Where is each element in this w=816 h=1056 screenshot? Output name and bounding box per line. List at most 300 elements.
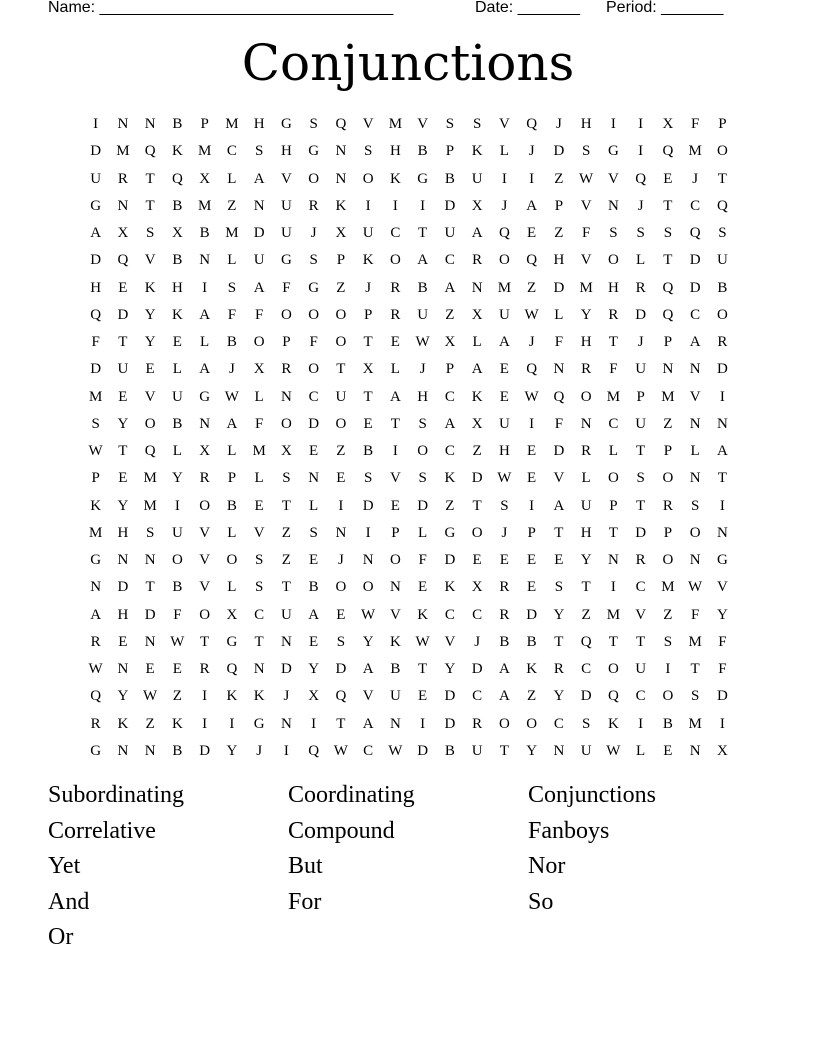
- grid-cell: D: [280, 661, 292, 678]
- grid-cell: A: [444, 279, 456, 296]
- word-bank-item: Correlative: [48, 817, 156, 844]
- grid-row: [82, 275, 736, 302]
- grid-cell: R: [635, 552, 646, 569]
- grid-cell: U: [280, 606, 292, 623]
- grid-cell: Q: [171, 170, 183, 187]
- grid-cell: N: [280, 388, 292, 405]
- grid-cell: L: [172, 361, 182, 378]
- grid-cell: X: [199, 170, 211, 187]
- grid-cell: U: [280, 197, 292, 214]
- grid-cell: Z: [554, 225, 564, 242]
- grid-cell: J: [528, 143, 535, 160]
- grid-cell: T: [118, 334, 128, 351]
- grid-cell: M: [688, 715, 702, 732]
- grid-cell: D: [635, 524, 647, 541]
- grid-row: [82, 220, 736, 247]
- grid-cell: C: [472, 688, 483, 705]
- grid-cell: D: [689, 252, 701, 269]
- grid-cell: O: [308, 361, 320, 378]
- grid-cell: S: [336, 633, 346, 650]
- grid-cell: B: [526, 633, 537, 650]
- grid-cell: W: [143, 688, 158, 705]
- grid-cell: P: [554, 197, 564, 214]
- grid-cell: E: [527, 552, 537, 569]
- grid-cell: V: [280, 170, 292, 187]
- grid-cell: X: [444, 334, 456, 351]
- grid-cell: B: [172, 415, 183, 432]
- grid-cell: N: [199, 252, 211, 269]
- grid-cell: R: [390, 279, 401, 296]
- grid-cell: P: [391, 524, 400, 541]
- grid-cell: O: [607, 252, 619, 269]
- grid-cell: Z: [663, 415, 673, 432]
- grid-cell: G: [716, 552, 728, 569]
- grid-cell: I: [610, 116, 616, 133]
- grid-cell: H: [417, 388, 429, 405]
- grid-cell: L: [227, 252, 237, 269]
- grid-cell: I: [529, 170, 535, 187]
- grid-cell: T: [717, 470, 727, 487]
- grid-cell: O: [362, 170, 374, 187]
- grid-cell: F: [254, 415, 264, 432]
- grid-cell: Q: [635, 170, 647, 187]
- grid-cell: C: [635, 688, 646, 705]
- word-bank-item: For: [288, 888, 322, 915]
- grid-cell: B: [226, 497, 237, 514]
- grid-cell: I: [392, 443, 398, 460]
- grid-cell: R: [581, 361, 592, 378]
- grid-cell: B: [444, 170, 455, 187]
- grid-cell: L: [172, 443, 182, 460]
- grid-cell: Z: [145, 715, 155, 732]
- grid-cell: I: [638, 116, 644, 133]
- grid-cell: N: [144, 742, 156, 759]
- grid-cell: S: [91, 415, 100, 432]
- grid-cell: B: [417, 143, 428, 160]
- grid-cell: O: [716, 143, 728, 160]
- grid-cell: U: [498, 415, 510, 432]
- grid-cell: N: [335, 524, 347, 541]
- grid-cell: R: [553, 661, 564, 678]
- grid-cell: B: [390, 661, 401, 678]
- grid-cell: W: [415, 334, 430, 351]
- grid-cell: K: [90, 497, 102, 514]
- grid-cell: A: [90, 225, 102, 242]
- grid-cell: K: [144, 279, 156, 296]
- grid-cell: Y: [553, 688, 565, 705]
- grid-cell: T: [663, 197, 673, 214]
- grid-cell: R: [581, 443, 592, 460]
- grid-cell: X: [335, 225, 347, 242]
- grid-cell: C: [472, 606, 483, 623]
- grid-cell: Q: [90, 306, 102, 323]
- grid-cell: C: [444, 388, 455, 405]
- grid-cell: J: [310, 225, 317, 242]
- grid-cell: F: [690, 606, 700, 623]
- grid-cell: I: [610, 579, 616, 596]
- grid-cell: N: [117, 661, 129, 678]
- grid-cell: R: [308, 197, 319, 214]
- grid-cell: L: [472, 334, 482, 351]
- grid-cell: M: [225, 116, 239, 133]
- grid-cell: A: [471, 225, 483, 242]
- grid-row: [82, 520, 736, 547]
- grid-cell: Z: [472, 443, 482, 460]
- grid-cell: O: [471, 524, 483, 541]
- grid-cell: P: [282, 334, 291, 351]
- grid-cell: E: [499, 552, 509, 569]
- grid-cell: H: [117, 524, 129, 541]
- grid-cell: M: [688, 633, 702, 650]
- grid-cell: D: [90, 252, 102, 269]
- grid-cell: D: [553, 443, 565, 460]
- grid-cell: Z: [527, 688, 537, 705]
- grid-cell: I: [420, 197, 426, 214]
- grid-cell: X: [662, 116, 674, 133]
- grid-cell: J: [283, 688, 290, 705]
- grid-cell: B: [308, 579, 319, 596]
- grid-cell: T: [663, 252, 673, 269]
- grid-cell: B: [363, 443, 374, 460]
- grid-cell: N: [144, 552, 156, 569]
- grid-cell: O: [716, 306, 728, 323]
- grid-cell: H: [553, 252, 565, 269]
- grid-cell: R: [499, 606, 510, 623]
- grid-cell: N: [607, 197, 619, 214]
- grid-cell: O: [498, 715, 510, 732]
- grid-cell: D: [362, 497, 374, 514]
- grid-cell: K: [171, 715, 183, 732]
- grid-cell: I: [501, 170, 507, 187]
- grid-row: [82, 329, 736, 356]
- grid-cell: M: [661, 579, 675, 596]
- grid-cell: G: [280, 252, 292, 269]
- grid-cell: M: [143, 497, 157, 514]
- grid-cell: Q: [498, 225, 510, 242]
- grid-cell: A: [498, 334, 510, 351]
- grid-cell: N: [689, 552, 701, 569]
- grid-cell: Q: [526, 361, 538, 378]
- grid-cell: B: [172, 252, 183, 269]
- grid-cell: C: [226, 143, 237, 160]
- word-search-grid: [82, 111, 736, 765]
- grid-cell: J: [228, 361, 235, 378]
- grid-cell: X: [471, 415, 483, 432]
- grid-cell: G: [226, 633, 238, 650]
- grid-cell: V: [635, 606, 647, 623]
- grid-cell: O: [389, 252, 401, 269]
- grid-cell: M: [579, 279, 593, 296]
- grid-cell: S: [145, 524, 155, 541]
- word-bank-item: Or: [48, 924, 74, 950]
- grid-cell: O: [171, 552, 183, 569]
- grid-cell: P: [718, 116, 727, 133]
- grid-cell: Z: [445, 497, 455, 514]
- grid-cell: C: [635, 579, 646, 596]
- grid-cell: A: [689, 334, 701, 351]
- grid-cell: T: [717, 170, 727, 187]
- grid-cell: Y: [308, 661, 320, 678]
- grid-cell: D: [716, 688, 728, 705]
- grid-cell: D: [444, 688, 456, 705]
- grid-cell: S: [309, 252, 318, 269]
- grid-row: [82, 138, 736, 165]
- grid-cell: T: [472, 497, 482, 514]
- word-bank-item: Yet: [48, 853, 81, 879]
- grid-cell: O: [417, 443, 429, 460]
- grid-cell: D: [471, 661, 483, 678]
- grid-cell: O: [580, 388, 592, 405]
- grid-cell: M: [252, 443, 266, 460]
- grid-cell: U: [635, 415, 647, 432]
- grid-cell: K: [444, 470, 456, 487]
- grid-cell: L: [227, 524, 237, 541]
- grid-cell: H: [171, 279, 183, 296]
- grid-cell: N: [117, 197, 129, 214]
- grid-cell: V: [199, 579, 211, 596]
- grid-cell: F: [554, 415, 564, 432]
- grid-cell: W: [333, 742, 348, 759]
- grid-cell: A: [199, 361, 211, 378]
- grid-cell: O: [226, 552, 238, 569]
- grid-cell: D: [553, 143, 565, 160]
- grid-cell: W: [88, 661, 103, 678]
- grid-cell: M: [88, 388, 103, 405]
- grid-cell: N: [144, 116, 156, 133]
- grid-cell: O: [280, 415, 292, 432]
- grid-cell: B: [172, 116, 183, 133]
- grid-cell: P: [663, 524, 673, 541]
- grid-cell: U: [417, 306, 429, 323]
- word-bank-item: Nor: [528, 853, 566, 879]
- grid-cell: K: [526, 661, 538, 678]
- grid-cell: O: [498, 252, 510, 269]
- grid-cell: Z: [663, 606, 673, 623]
- grid-cell: O: [199, 606, 211, 623]
- grid-cell: T: [390, 415, 400, 432]
- grid-row: [82, 302, 736, 329]
- grid-cell: D: [90, 143, 102, 160]
- grid-cell: M: [88, 524, 103, 541]
- grid-cell: S: [363, 470, 373, 487]
- grid-cell: N: [199, 415, 211, 432]
- grid-cell: S: [581, 715, 591, 732]
- grid-cell: C: [581, 661, 592, 678]
- grid-cell: O: [526, 715, 538, 732]
- grid-cell: D: [635, 306, 647, 323]
- grid-cell: A: [253, 170, 265, 187]
- grid-cell: K: [171, 143, 183, 160]
- word-bank-item: Fanboys: [528, 817, 610, 844]
- grid-cell: B: [444, 742, 455, 759]
- grid-cell: K: [417, 606, 429, 623]
- grid-row: [82, 574, 736, 601]
- grid-cell: P: [363, 306, 373, 323]
- grid-cell: F: [581, 225, 591, 242]
- grid-cell: U: [117, 361, 129, 378]
- grid-cell: W: [415, 633, 430, 650]
- grid-cell: D: [444, 197, 456, 214]
- grid-cell: K: [471, 388, 483, 405]
- grid-cell: V: [553, 470, 565, 487]
- grid-row: [82, 166, 736, 193]
- grid-cell: T: [636, 443, 646, 460]
- grid-cell: W: [688, 579, 703, 596]
- grid-cell: C: [444, 252, 455, 269]
- grid-cell: L: [499, 143, 509, 160]
- grid-cell: N: [716, 524, 728, 541]
- grid-cell: B: [226, 334, 237, 351]
- grid-cell: J: [528, 334, 535, 351]
- grid-cell: K: [226, 688, 238, 705]
- grid-cell: H: [580, 524, 592, 541]
- grid-cell: F: [690, 116, 700, 133]
- grid-cell: S: [145, 225, 155, 242]
- grid-cell: E: [118, 470, 128, 487]
- grid-cell: U: [471, 742, 483, 759]
- grid-cell: A: [716, 443, 728, 460]
- grid-cell: W: [88, 443, 103, 460]
- grid-cell: A: [444, 415, 456, 432]
- grid-cell: V: [362, 688, 374, 705]
- grid-cell: W: [606, 742, 621, 759]
- grid-cell: F: [91, 334, 100, 351]
- grid-row: [82, 629, 736, 656]
- grid-cell: D: [90, 361, 102, 378]
- grid-cell: Y: [362, 633, 374, 650]
- grid-cell: Q: [526, 252, 538, 269]
- grid-cell: C: [444, 606, 455, 623]
- grid-cell: A: [526, 197, 538, 214]
- grid-cell: B: [662, 715, 673, 732]
- grid-row: [82, 356, 736, 383]
- grid-cell: F: [173, 606, 182, 623]
- grid-cell: T: [254, 633, 264, 650]
- grid-cell: G: [90, 197, 102, 214]
- grid-cell: C: [690, 197, 701, 214]
- grid-cell: Q: [553, 388, 565, 405]
- grid-cell: Y: [553, 606, 565, 623]
- grid-cell: K: [117, 715, 129, 732]
- grid-cell: J: [637, 334, 644, 351]
- grid-cell: A: [417, 252, 429, 269]
- grid-cell: H: [580, 116, 592, 133]
- grid-cell: E: [472, 552, 482, 569]
- grid-cell: L: [254, 388, 264, 405]
- grid-cell: C: [608, 415, 619, 432]
- grid-cell: F: [418, 552, 427, 569]
- grid-row: [82, 711, 736, 738]
- grid-cell: H: [117, 606, 129, 623]
- grid-cell: O: [280, 306, 292, 323]
- grid-cell: U: [635, 361, 647, 378]
- grid-cell: B: [172, 197, 183, 214]
- grid-cell: N: [117, 552, 129, 569]
- grid-cell: S: [500, 497, 509, 514]
- page-title: Conjunctions: [241, 34, 575, 92]
- grid-cell: D: [117, 579, 129, 596]
- grid-cell: U: [335, 388, 347, 405]
- grid-cell: L: [200, 334, 210, 351]
- grid-cell: R: [499, 579, 510, 596]
- date-field-label: Date: _______: [475, 0, 580, 16]
- grid-cell: S: [663, 633, 673, 650]
- grid-cell: J: [337, 552, 344, 569]
- grid-cell: A: [199, 306, 211, 323]
- grid-cell: T: [554, 633, 564, 650]
- grid-cell: Q: [662, 306, 674, 323]
- grid-cell: D: [716, 361, 728, 378]
- grid-cell: Y: [444, 661, 456, 678]
- grid-cell: A: [498, 661, 510, 678]
- grid-cell: N: [689, 742, 701, 759]
- word-bank-item: Compound: [288, 817, 395, 844]
- grid-row: [82, 602, 736, 629]
- grid-cell: Y: [144, 306, 156, 323]
- grid-cell: I: [392, 197, 398, 214]
- grid-cell: S: [418, 415, 427, 432]
- grid-cell: L: [227, 443, 237, 460]
- grid-cell: C: [444, 443, 455, 460]
- grid-cell: E: [309, 633, 319, 650]
- grid-cell: C: [390, 225, 401, 242]
- grid-cell: S: [309, 116, 318, 133]
- grid-cell: A: [362, 715, 374, 732]
- grid-cell: Z: [172, 688, 182, 705]
- grid-cell: U: [280, 225, 292, 242]
- grid-cell: K: [389, 170, 401, 187]
- grid-cell: E: [418, 579, 428, 596]
- grid-cell: O: [335, 415, 347, 432]
- grid-cell: Z: [336, 279, 346, 296]
- grid-cell: G: [90, 742, 102, 759]
- grid-cell: F: [718, 661, 727, 678]
- grid-cell: U: [171, 388, 183, 405]
- grid-cell: K: [471, 143, 483, 160]
- grid-cell: C: [553, 715, 564, 732]
- grid-cell: R: [472, 715, 483, 732]
- grid-cell: N: [689, 415, 701, 432]
- grid-cell: C: [363, 742, 374, 759]
- grid-cell: D: [553, 279, 565, 296]
- grid-cell: Q: [335, 688, 347, 705]
- grid-cell: B: [172, 579, 183, 596]
- grid-cell: M: [688, 143, 702, 160]
- grid-cell: L: [581, 470, 591, 487]
- grid-cell: I: [338, 497, 344, 514]
- grid-cell: Y: [117, 497, 129, 514]
- grid-cell: H: [607, 279, 619, 296]
- grid-cell: U: [580, 497, 592, 514]
- grid-cell: E: [663, 742, 673, 759]
- grid-cell: N: [389, 579, 401, 596]
- grid-cell: V: [389, 470, 401, 487]
- period-field-label: Period: _______: [606, 0, 724, 16]
- grid-row: [82, 738, 736, 765]
- grid-cell: W: [579, 170, 594, 187]
- grid-cell: L: [390, 361, 400, 378]
- grid-cell: X: [226, 606, 238, 623]
- grid-row: [82, 493, 736, 520]
- grid-cell: T: [636, 633, 646, 650]
- grid-cell: E: [663, 170, 673, 187]
- grid-cell: O: [199, 497, 211, 514]
- grid-cell: Y: [144, 334, 156, 351]
- word-bank-item: Coordinating: [288, 782, 415, 808]
- grid-cell: N: [117, 116, 129, 133]
- grid-cell: D: [689, 279, 701, 296]
- grid-cell: Y: [117, 688, 129, 705]
